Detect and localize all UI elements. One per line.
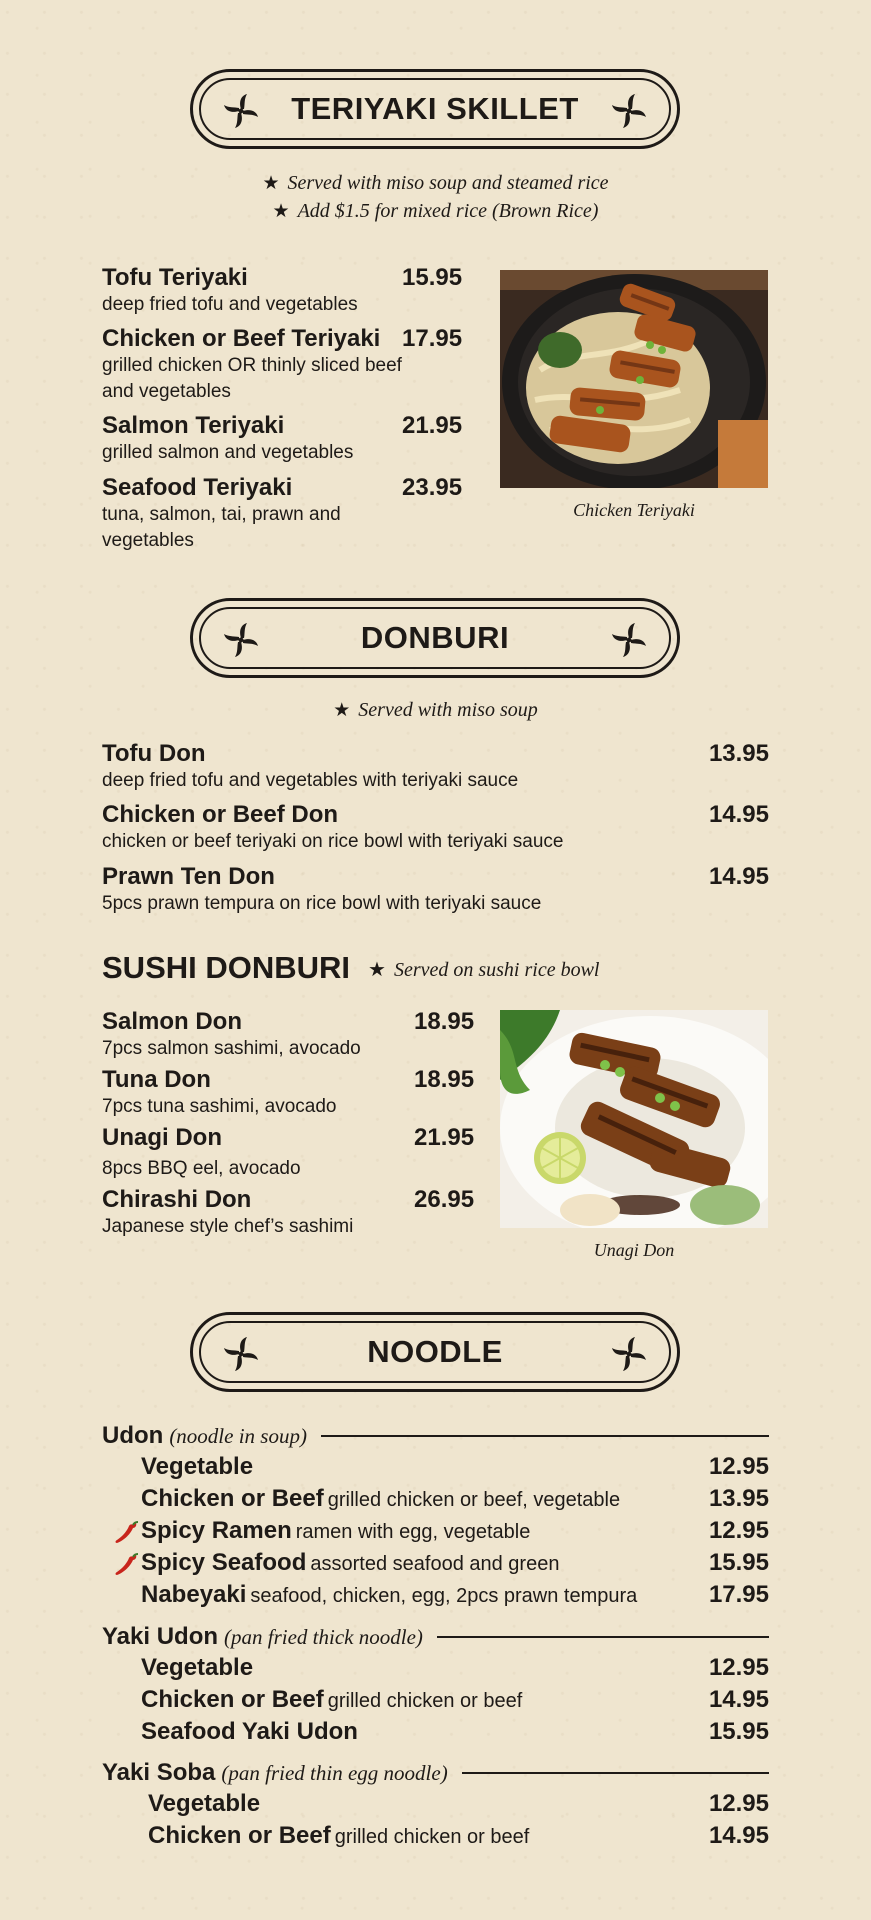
item-price: 21.95 [402,412,463,439]
menu-item [102,1066,412,1120]
item-name: Unagi Don [102,1124,222,1151]
section-note: ★ Served with miso soup [333,699,538,721]
star-icon: ★ [368,957,386,981]
item-name: Seafood Teriyaki [102,474,293,501]
item-price: 12.95 [708,1517,769,1544]
group-name: Udon [102,1422,164,1449]
item-name: Spicy Seafood [141,1549,307,1576]
item-description: 8pcs BBQ eel, avocado [102,1158,301,1179]
item-price: 13.95 [708,1485,769,1512]
menu-item [102,1008,412,1062]
item-description: grilled salmon and vegetables [102,442,354,463]
item-description: deep fried tofu and vegetables with teriyaki sauce [102,770,519,791]
item-name: Chicken or Beef Don [102,801,339,828]
item-name: Chirashi Don [102,1186,252,1213]
item-price: 23.95 [402,474,463,501]
item-description: grilled chicken OR thinly sliced beef and vegetables [102,355,402,402]
item-name: Chicken or Beef Teriyaki [102,325,381,352]
item-price: 14.95 [708,801,769,828]
item-description: 7pcs salmon sashimi, avocado [102,1038,361,1059]
item-description: assorted seafood and green [310,1553,560,1575]
item-name: Spicy Ramen [141,1517,292,1544]
item-description: tuna, salmon, tai, prawn and vegetables [102,504,341,551]
chili-pepper-icon [114,1553,140,1577]
menu-item [102,264,402,318]
item-description: grilled chicken or beef [327,1690,523,1712]
pinwheel-icon [221,91,261,131]
noodle-item [102,1549,769,1579]
item-name: Tuna Don [102,1066,211,1093]
photo-caption: Chicken Teriyaki [573,500,695,520]
chicken-teriyaki-photo [500,270,768,488]
pinwheel-icon [609,1334,649,1374]
star-icon: ★ [272,200,290,222]
item-price: 14.95 [708,1686,769,1713]
item-price: 18.95 [414,1008,475,1035]
item-description: deep fried tofu and vegetables [102,294,358,315]
divider [321,1435,769,1437]
section-title: DONBURI [360,620,510,655]
noodle-item [102,1485,769,1515]
section-banner-noodle [190,1312,680,1392]
item-name: Vegetable [141,1453,254,1480]
noodle-group-header [102,1758,769,1788]
item-price: 15.95 [402,264,463,291]
noodle-item [102,1718,769,1748]
section-title: TERIYAKI SKILLET [291,91,579,126]
group-subtitle: (noodle in soup) [169,1423,307,1448]
item-description: Japanese style chef’s sashimi [102,1216,354,1237]
section-heading-sushi-donburi: SUSHI DONBURI [102,950,351,985]
item-name: Tofu Don [102,740,206,767]
pinwheel-icon [609,620,649,660]
photo-caption: Unagi Don [593,1240,675,1260]
noodle-item [102,1686,769,1716]
group-subtitle: (pan fried thin egg noodle) [221,1760,448,1785]
item-description: 7pcs tuna sashimi, avocado [102,1096,337,1117]
divider [437,1636,769,1638]
item-description: ramen with egg, vegetable [295,1521,531,1543]
item-name: Prawn Ten Don [102,863,275,890]
section-title: NOODLE [367,1334,503,1369]
noodle-item [102,1517,769,1547]
item-price: 12.95 [708,1790,769,1817]
unagi-don-photo [500,1010,768,1228]
item-price: 17.95 [708,1581,769,1608]
pinwheel-icon [221,1334,261,1374]
item-price: 15.95 [708,1549,769,1576]
menu-item [102,474,392,554]
section-note: ★ Served on sushi rice bowl [368,957,600,981]
noodle-group-header [102,1622,769,1652]
chili-pepper-icon [114,1521,140,1545]
star-icon: ★ [262,172,280,194]
item-price: 26.95 [414,1186,475,1213]
menu-item [102,325,402,405]
menu-item [102,863,682,917]
group-name: Yaki Udon [102,1623,219,1650]
item-price: 12.95 [708,1453,769,1480]
item-name: Chicken or Beef [141,1686,324,1713]
item-description: chicken or beef teriyaki on rice bowl with teriyaki sauce [102,831,564,852]
item-price: 18.95 [414,1066,475,1093]
noodle-item [102,1581,769,1611]
item-description: grilled chicken or beef, vegetable [327,1489,621,1511]
item-name: Nabeyaki [141,1581,247,1608]
menu-item [102,412,402,466]
item-price: 21.95 [414,1124,475,1151]
item-price: 14.95 [708,863,769,890]
item-name: Tofu Teriyaki [102,264,248,291]
group-subtitle: (pan fried thick noodle) [224,1624,423,1649]
item-price: 15.95 [708,1718,769,1745]
item-name: Vegetable [141,1654,254,1681]
item-name: Salmon Teriyaki [102,412,285,439]
noodle-item [102,1453,769,1483]
item-price: 13.95 [708,740,769,767]
section-banner-donburi [190,598,680,678]
item-name: Chicken or Beef [141,1485,324,1512]
noodle-item [102,1822,769,1852]
noodle-item [102,1790,769,1820]
section-banner-teriyaki [190,69,680,149]
item-description: seafood, chicken, egg, 2pcs prawn tempura [250,1585,638,1607]
item-name: Salmon Don [102,1008,243,1035]
item-description: grilled chicken or beef [334,1826,530,1848]
menu-item [102,1186,412,1240]
star-icon: ★ [333,699,351,721]
divider [462,1772,769,1774]
section-note: ★ Served with miso soup and steamed rice [262,172,609,194]
menu-item [102,1124,412,1182]
menu-item [102,740,682,794]
noodle-group-header [102,1421,769,1451]
pinwheel-icon [609,91,649,131]
pinwheel-icon [221,620,261,660]
section-note: ★ Add $1.5 for mixed rice (Brown Rice) [272,200,599,222]
noodle-item [102,1654,769,1684]
item-name: Chicken or Beef [148,1822,331,1849]
item-price: 17.95 [402,325,463,352]
item-price: 12.95 [708,1654,769,1681]
group-name: Yaki Soba [102,1759,216,1786]
item-name: Seafood Yaki Udon [141,1718,358,1745]
item-description: 5pcs prawn tempura on rice bowl with teriyaki sauce [102,893,542,914]
item-price: 14.95 [708,1822,769,1849]
item-name: Vegetable [148,1790,261,1817]
menu-item [102,801,682,855]
